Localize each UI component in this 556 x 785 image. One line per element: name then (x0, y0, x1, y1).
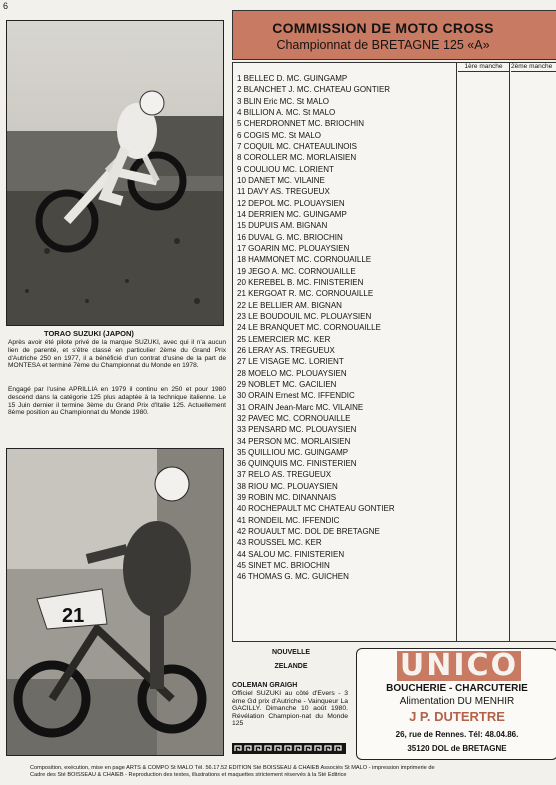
section-heading-nz (232, 648, 350, 672)
rider-entry: 17 GOARIN MC. PLOUAYSIEN (237, 243, 350, 253)
page-number: 6 (3, 1, 9, 11)
rider-entry: 12 DEPOL MC. PLOUAYSIEN (237, 198, 345, 208)
rider-photo-suzuki (6, 20, 224, 326)
rider-country: (JAPON) (103, 329, 134, 338)
rider-entry: 21 KERGOAT R. MC. CORNOUAILLE (237, 289, 374, 299)
rider-entry: 20 KEREBEL B. MC. FINISTERIEN (237, 277, 364, 287)
championship-subtitle: Championnat de BRETAGNE 125 «A» (276, 38, 490, 52)
rider-entry: 33 PENSARD MC. PLOUAYSIEN (237, 425, 357, 435)
rider-entry: 39 ROBIN MC. DINANNAIS (237, 493, 337, 503)
rider-entry: 16 DUVAL G. MC. BRIOCHIN (237, 232, 343, 242)
rider-entry: 28 MOELO MC. PLOUAYSIEN (237, 368, 347, 378)
rider-entry: 5 CHERDRONNET MC. BRIOCHIN (237, 119, 364, 129)
commission-title: COMMISSION DE MOTO CROSS (272, 20, 494, 36)
ad-address: 26, rue de Rennes. Tél: 48.04.86. (395, 730, 519, 739)
unico-advertisement (356, 648, 556, 760)
unico-logo (397, 648, 521, 683)
rider-entry: 9 COULIOU MC. LORIENT (237, 164, 334, 174)
decorative-border (232, 743, 346, 754)
ad-city: 35120 DOL de BRETAGNE (407, 744, 507, 753)
rider-entry: 18 HAMMONET MC. CORNOUAILLE (237, 255, 372, 265)
ad-business-type: BOUCHERIE - CHARCUTERIE (386, 683, 528, 694)
rider-entry: 35 QUILLIOU MC. GUINGAMP (237, 447, 349, 457)
photo-caption (44, 329, 134, 338)
rider-entry: 45 SINET MC. BRIOCHIN (237, 561, 330, 571)
rider-entry: 23 LE BOUDOUIL MC. PLOUAYSIEN (237, 311, 372, 321)
graigh-bio: Officiel SUZUKI au côté d'Evers - 3 ème Gd prix d'Autriche - Vainqueur La GACILLY. Dimanche 10 août 1980. Révélation Champion-nat du Monde 125 (232, 690, 348, 728)
rider-entry: 25 LEMERCIER MC. KER (237, 334, 331, 344)
rider-entry: 26 LERAY AS. TREGUEUX (237, 345, 335, 355)
rider-entry: 1 BELLEC D. MC. GUINGAMP (237, 74, 348, 83)
ad-store-name: Alimentation DU MENHIR (399, 696, 515, 707)
rider-entry: 29 NOBLET MC. GACILIEN (237, 379, 337, 389)
rider-entry: 46 THOMAS G. MC. GUICHEN (237, 572, 349, 582)
rider-entry: 27 LE VISAGE MC. LORIENT (237, 357, 344, 367)
rider-entry: 11 DAVY AS. TREGUEUX (237, 187, 330, 197)
rider-name: TORAO SUZUKI (44, 329, 101, 338)
rider-entry: 19 JEGO A. MC. CORNOUAILLE (237, 266, 356, 276)
rider-entry: 15 DUPUIS AM. BIGNAN (237, 221, 328, 231)
rider-entry: 44 SALOU MC. FINISTERIEN (237, 549, 345, 559)
print-credits (30, 765, 556, 779)
column-divider (456, 62, 457, 641)
rider-entry: 37 RELO AS. TREGUEUX (237, 470, 332, 480)
rider-entry: 6 COGIS MC. St MALO (237, 130, 322, 140)
rider-entry: 43 ROUSSEL MC. KER (237, 538, 322, 548)
rider-entry: 2 BLANCHET J. MC. CHATEAU GONTIER (237, 85, 391, 95)
rider-entry: 14 DERRIEN MC. GUINGAMP (237, 209, 347, 219)
column-header-race2: 2ème manche (511, 62, 556, 72)
rider-entry: 42 ROUAULT MC. DOL DE BRETAGNE (237, 527, 380, 537)
rider-list (237, 73, 455, 583)
rider-entry: 32 PAVEC MC. CORNOUAILLE (237, 413, 351, 423)
commission-header (232, 10, 556, 60)
bio-paragraph-2: Engagé par l'usine APRILLIA en 1979 il continu en 250 et pour 1980 descend dans la catégorie 125 plus adaptée à la technique italienne. Le 15 Juin dernier il termine 3ème du Grand Prix d'Italie 125. Actuellement 8ème position au Championnat du Monde 1980. (8, 386, 226, 417)
column-header-race1: 1ère manche (458, 62, 509, 72)
rider-entry: 40 ROCHEPAULT MC CHATEAU GONTIER (237, 504, 395, 514)
rider-entry: 41 RONDEIL MC. IFFENDIC (237, 515, 340, 525)
rider-entry: 38 RIOU MC. PLOUAYSIEN (237, 481, 338, 491)
credits-line-2: Cadre des Sté BOISSEAU & CHAIEB - Reproduction des textes, illustrations et maquettes strictement réservés à la Sté Editrice (30, 772, 347, 778)
rider-entry: 8 COROLLER MC. MORLAISIEN (237, 153, 357, 163)
unico-logo-text: UNICO (399, 648, 519, 683)
graigh-name: COLEMAN GRAIGH (232, 682, 298, 689)
rider-entry: 7 COQUIL MC. CHATEAULINOIS (237, 141, 358, 151)
bio-paragraph-1: Après avoir été pilote privé de la marque SUZUKI, avec qui il n'a aucun lien de parenté, et s'être classé en particulier 2ème du Grand Prix d'Autriche 250 en 1977, il a bénéficié d'un contrat d'usine de la part de MONTESA et terminé 7ème du Championnat du Monde en 1978. (8, 339, 226, 370)
nz-line-2: ZELANDE (274, 663, 308, 670)
rider-entry: 36 QUINQUIS MC. FINISTERIEN (237, 459, 357, 469)
rider-entry: 10 DANET MC. VILAINE (237, 175, 325, 185)
rider-entry: 3 BLIN Eric MC. St MALO (237, 96, 330, 106)
rider-entry: 30 ORAIN Ernest MC. IFFENDIC (237, 391, 355, 401)
column-divider (509, 62, 510, 641)
credits-line-1: Composition, exécution, mise en page ARTS & COMPO St MALO Tél. 56.17.52 EDITION Sté BOISSEAU & CHAIEB Associés St MALO - impression imprimerie de (30, 765, 435, 771)
rider-entry: 34 PERSON MC. MORLAISIEN (237, 436, 351, 446)
nz-line-1: NOUVELLE (271, 649, 311, 656)
rider-entry: 31 ORAIN Jean-Marc MC. VILAINE (237, 402, 364, 412)
ad-owner: J P. DUTERTRE (409, 709, 505, 724)
rider-entry: 4 BILLION A. MC. St MALO (237, 107, 336, 117)
rider-photo-graigh (6, 448, 224, 756)
svg-text:21: 21 (62, 605, 85, 627)
rider-entry: 22 LE BELLIER AM. BIGNAN (237, 300, 342, 310)
rider-entry: 24 LE BRANQUET MC. CORNOUAILLE (237, 323, 381, 333)
